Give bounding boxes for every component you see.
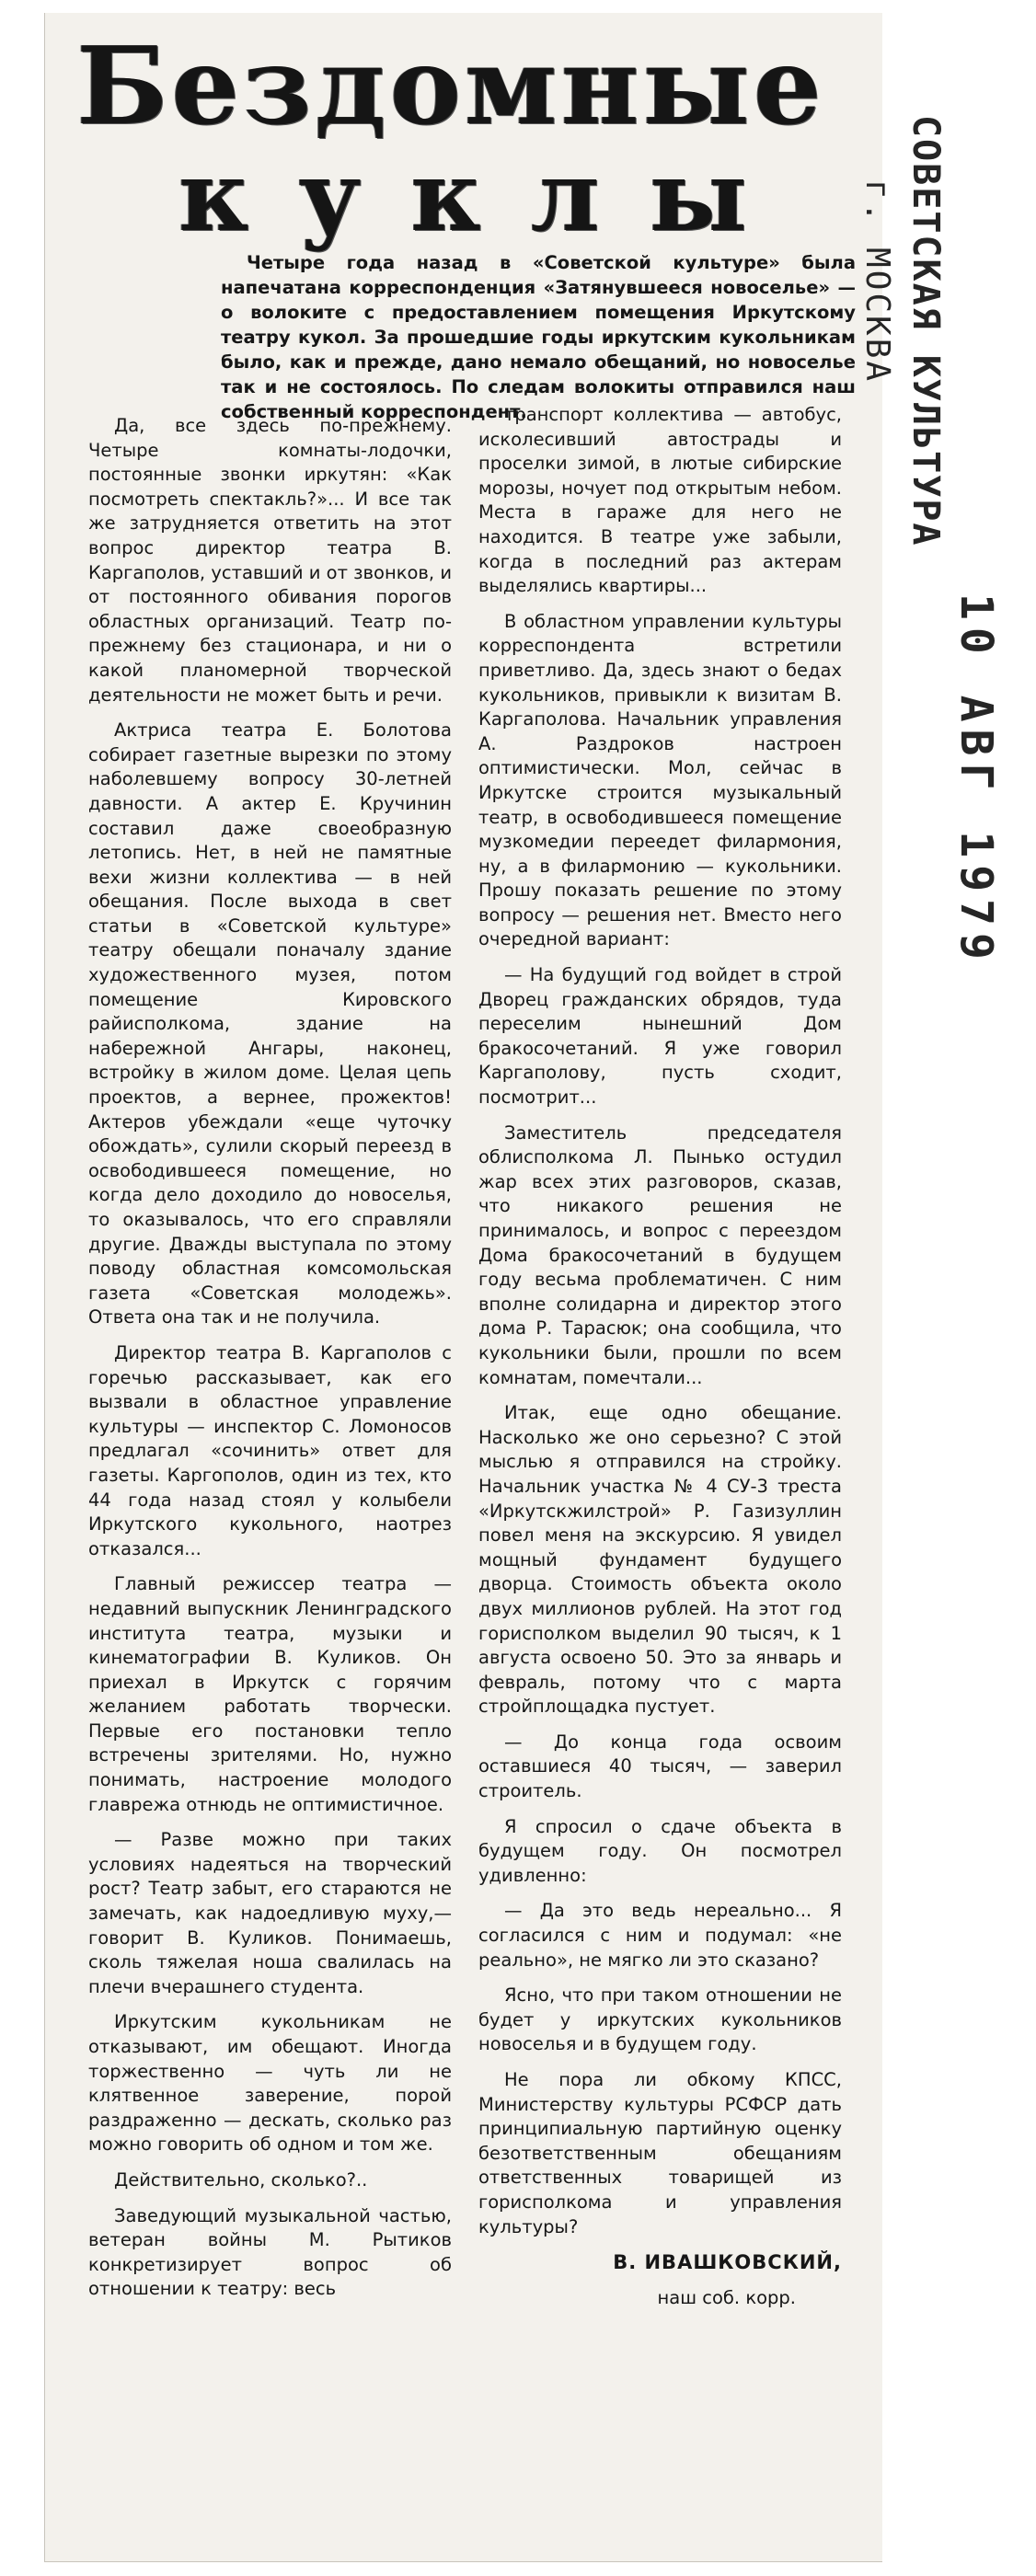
lead-paragraph: Четыре года назад в «Советской культуре» была напечатана корреспонденция «Затянувшееся новоселье» — о волоките с предоставлением помещения Иркутскому театру кукол. За прошедшие годы иркутским кукольникам было, как и прежде, дано немало обещаний, но новоселье так и не состоялось. По следам волокиты отправился наш собственный корреспондент. (221, 252, 856, 422)
paragraph: В областном управлении культуры корреспондента встретили приветливо. Да, здесь знают о бедах кукольников, привыкли к визитам В. Каргаполова. Начальник управления А. Раздроков настроен оптимистически. Мол, сейчас в Иркутске строится музыкальный театр, в освободившееся помещение музкомедии переедет филармония, ну, а в филармонию — кукольники. Прошу показать решение по этому вопросу — решения нет. Вместо него очередной вариант: (478, 610, 842, 950)
paragraph: Ясно, что при таком отношении не будет у иркутских кукольников новоселья и в будущем году. (478, 1984, 842, 2055)
article-column-left (88, 414, 452, 2313)
author-signature: В. ИВАШКОВСКИЙ, (613, 2251, 842, 2274)
paragraph: — На будущий год войдет в строй Дворец гражданских обрядов, туда переселим нынешний Дом бракосочетаний. Я уже говорил Каргаполову, пусть сходит, посмотрит... (478, 964, 842, 1109)
stamp-city: г. МОСКВА (858, 179, 896, 385)
stamp-newspaper-name: СОВЕТСКАЯ КУЛЬТУРА (904, 115, 947, 547)
paragraph: Главный режиссер театра — недавний выпускник Ленинградского института театра, музыки и кинематографии В. Куликов. Он приехал в Иркутск с горячим желанием работать творчески. Первые его постановки тепло встречены зрителями. Но, нужно понимать, настроение молодого главрежа отнюдь не оптимистичное. (88, 1573, 452, 1815)
paragraph: Да, все здесь по-прежнему. Четыре комнаты-лодочки, постоянные звонки иркутян: «Как посмотреть спектакль?»... И все так же затрудняется ответить на этот вопрос директор театра В. Каргаполов, уставший и от звонков, и от постоянного обивания порогов областных организаций. Театр по-прежнему без стационара, и ни о какой планомерной творческой деятельности не может быть и речи. (88, 415, 452, 706)
paragraph: Директор театра В. Каргаполов с горечью рассказывает, как его вызвали в областное управление культуры — инспектор С. Ломоносов предлагал «сочинить» ответ для газеты. Каргополов, один из тех, кто 44 года назад стоял у колыбели Иркутского кукольного, наотрез отказался... (88, 1341, 452, 1559)
paragraph: Актриса театра Е. Болотова собирает газетные вырезки по этому наболевшему вопросу 30-летней давности. А актер Е. Кручинин составил даже своеобразную летопись. Нет, в ней не памятные вехи жизни коллектива — в ней обещания. После выхода в свет статьи в «Советской культуре» театру обещали поначалу здание художественного музея, потом помещение Кировского райисполкома, здание на набережной Ангары, наконец, встройку в жилом доме. Целая цепь проектов, а вернее, прожектов! Актеров убеждали «еще чуточку обождать», сулили скорый переезд в освободившееся помещение, но когда дело доходило до новоселья, то оказывалось, что его справляли другие. Дважды выступала по этому поводу областная комсомольская газета «Советская молодежь». Ответа она так и не получила. (88, 719, 452, 1328)
headline-line-1: Бездомные (76, 24, 825, 149)
stamp-date: 10 АВГ 1979 (950, 593, 1002, 967)
article-column-right (478, 403, 842, 2321)
paragraph: Итак, еще одно обещание. Насколько же оно серьезно? С этой мыслью я отправился на стройку. Начальник участка № 4 СУ-3 треста «Иркутскжилстрой» Р. Газизуллин повел меня на экскурсию. Я увидел мощный фундамент будущего дворца. Стоимость объекта около двух миллионов рублей. На этот год горисполком выделил 90 тысяч, к 1 августа освоено 50. Это за январь и февраль, потому что с марта стройплощадка пустует. (478, 1402, 842, 1718)
paragraph: — Да это ведь нереально... Я согласился с ним и подумал: «не реально», не мягко ли это сказано? (478, 1900, 842, 1971)
paragraph: Иркутским кукольникам не отказывают, им обещают. Иногда торжественно — чуть ли не клятвенное заверение, порой раздраженно — дескать, сколько раз можно говорить об одном и том же. (88, 2011, 452, 2156)
archive-stamp (858, 115, 1007, 967)
paragraph: Не пора ли обкому КПСС, Министерству культуры РСФСР дать принципиальную партийную оценку безответственным обещаниям ответственных товарищей из горисполкома и управления культуры? (478, 2069, 842, 2237)
paragraph: Действительно, сколько?.. (114, 2168, 368, 2191)
author-affiliation: наш соб. корр. (657, 2286, 796, 2308)
paragraph: — Разве можно при таких условиях надеяться на творческий рост? Театр забыт, его стараются не замечать, как надоедливую муху,—говорит В. Куликов. Понимаешь, сколь тяжелая ноша свалилась на плечи вчерашнего студента. (88, 1829, 452, 1997)
paragraph: Заместитель председателя облисполкома Л. Пынько остудил жар всех этих разговоров, сказав, что никакого решения не принималось, и вопрос с переездом Дома бракосочетаний в будущем году весьма проблематичен. С ним вполне солидарна и директор этого дома Р. Тарасюк; она сообщила, что кукольники были, прошли по всем комнатам, помечтали... (478, 1121, 842, 1388)
paragraph: Я спросил о сдаче объекта в будущем году. Он посмотрел удивленно: (478, 1815, 842, 1886)
paragraph: Заведующий музыкальной частью, ветеран войны М. Рытиков конкретизирует вопрос об отношении к театру: весь (88, 2204, 452, 2300)
paragraph: транспорт коллектива — автобус, исколесивший автострады и проселки зимой, в лютые сибирские морозы, ночует под открытым небом. Места в гараже для него не находится. В театре уже забыли, когда в последний раз актерам выделялись квартиры... (478, 404, 842, 597)
paragraph: — До конца года освоим оставшиеся 40 тысяч, — заверил строитель. (478, 1731, 842, 1802)
headline-line-2: куклы (178, 138, 797, 253)
